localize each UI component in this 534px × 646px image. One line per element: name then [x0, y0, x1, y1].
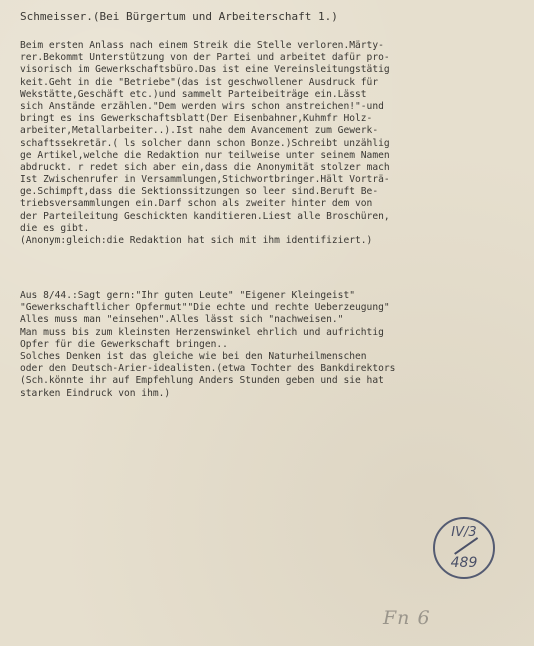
text-line: "Gewerkschaftlicher Opfermut""Die echte und rechte Ueberzeugung"	[20, 302, 390, 314]
text-line: Wekstätte,Geschäft etc.)und sammelt Parteibeiträge ein.Lässt	[20, 88, 367, 100]
text-line: Beim ersten Anlass nach einem Streik die Stelle verloren.Märty-	[20, 40, 384, 51]
text-line: Man muss bis zum kleinsten Herzenswinkel ehrlich und aufrichtig	[20, 326, 384, 338]
text-line: rer.Bekommt Unterstützung von der Partei und arbeitet dafür pro-	[20, 52, 390, 64]
text-line: schaftssekretär.( ls solcher dann schon Bonze.)Schreibt unzählig	[20, 137, 390, 149]
text-line: triebsversammlungen ein.Darf schon als zweiter hinter dem von	[20, 198, 373, 210]
text-line: der Parteileitung Geschickten kanditieren.Liest alle Broschüren,	[20, 210, 390, 222]
text-line: (Sch.könnte ihr auf Empfehlung Anders Stunden geben und sie hat	[20, 375, 384, 387]
text-line: (Anonym:gleich:die Redaktion hat sich mit ihm identifiziert.)	[20, 235, 373, 246]
text-line: Solches Denken ist das gleiche wie bei den Naturheilmenschen	[20, 350, 367, 362]
text-line: visorisch im Gewerkschaftsbüro.Das ist eine Vereinsleitungstätig	[20, 64, 390, 76]
text-line: Alles muss man "einsehen".Alles lässt sich "nachweisen."	[20, 314, 344, 326]
text-line: oder den Deutsch-Arier-idealisten.(etwa Tochter des Bankdirektors	[20, 363, 396, 375]
paragraph-1	[20, 40, 530, 247]
text-line: arbeiter,Metallarbeiter..).Ist nahe dem Avancement zum Gewerk-	[20, 125, 379, 137]
text-line: keit.Geht in die "Betriebe"(das ist geschwollener Ausdruck für	[20, 76, 379, 88]
text-line: Opfer für die Gewerkschaft bringen..	[20, 338, 228, 350]
text-line: ge.Schimpft,dass die Sektionssitzungen so leer sind.Beruft Be-	[20, 186, 379, 198]
stamp-number: 489	[450, 555, 478, 571]
text-line: bringt es ins Gewerkschaftsblatt(Der Eisenbahner,Kuhmfr Holz-	[20, 113, 373, 125]
paragraph-2	[20, 290, 530, 400]
text-line: abdruckt. r redet sich aber ein,dass die Anonymität stolzer mach	[20, 161, 390, 173]
text-line: Ist Zwischenrufer in Versammlungen,Stichwortbringer.Hält Vorträ-	[20, 174, 390, 186]
text-line: sich Anstände erzählen."Dem werden wirs schon anstreichen!"-und	[20, 100, 384, 112]
archive-stamp	[433, 517, 495, 579]
text-line: Aus 8/44.:Sagt gern:"Ihr guten Leute" "Eigener Kleingeist"	[20, 290, 356, 301]
card-heading: Schmeisser.(Bei Bürgertum und Arbeiterschaft 1.)	[20, 10, 338, 23]
text-line: starken Eindruck von ihm.)	[20, 387, 171, 399]
text-line: die es gibt.	[20, 222, 90, 234]
pencil-annotation: Fn 6	[383, 607, 431, 629]
text-line: ge Artikel,welche die Redaktion nur teilweise unter seinem Namen	[20, 149, 390, 161]
stamp-shelfmark: IV/3	[451, 525, 477, 540]
